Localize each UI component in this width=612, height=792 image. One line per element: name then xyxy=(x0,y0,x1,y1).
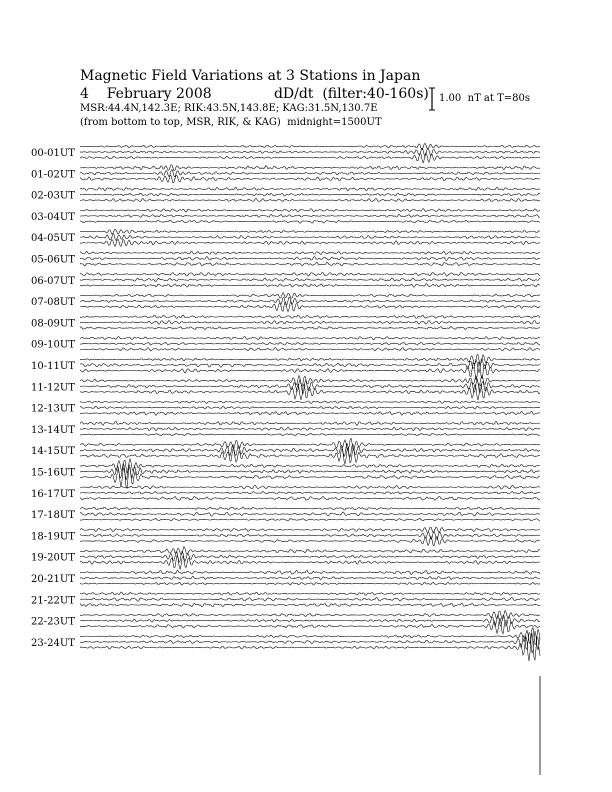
trace-msr xyxy=(80,411,540,415)
hour-label: 15-16UT xyxy=(31,467,75,479)
hour-label: 05-06UT xyxy=(31,254,75,266)
scale-label: 1.00 nT at T=80s xyxy=(439,93,530,104)
trace-msr xyxy=(80,239,540,246)
hour-label: 11-12UT xyxy=(31,382,75,394)
hour-label: 06-07UT xyxy=(31,275,75,287)
hour-label: 19-20UT xyxy=(31,552,75,564)
hour-label: 00-01UT xyxy=(31,148,75,159)
trace-msr xyxy=(80,467,540,488)
trace-kag xyxy=(80,507,540,510)
trace-kag xyxy=(80,187,540,191)
date-filter-line: 4 February 2008 dD/dt (filter:40-160s) xyxy=(80,86,429,102)
trace-msr xyxy=(80,220,540,223)
trace-kag xyxy=(80,485,540,489)
hour-label: 07-08UT xyxy=(31,297,75,309)
hour-label: 23-24UT xyxy=(31,637,75,649)
trace-msr xyxy=(80,633,540,661)
trace-kag xyxy=(80,229,540,234)
hour-label: 02-03UT xyxy=(31,190,75,202)
hour-label: 12-13UT xyxy=(31,403,75,415)
trace-kag xyxy=(80,592,540,595)
stations-line: MSR:44.4N,142.3E; RIK:43.5N,143.8E; KAG:31.5N,130.7E xyxy=(80,103,378,114)
station-order-line: (from bottom to top, MSR, RIK, & KAG) midnight=1500UT xyxy=(80,117,382,128)
trace-msr xyxy=(80,152,540,162)
hour-label: 03-04UT xyxy=(31,211,75,223)
trace-kag xyxy=(80,272,540,276)
hour-label: 04-05UT xyxy=(31,233,75,245)
trace-rik xyxy=(80,278,540,282)
hour-label: 21-22UT xyxy=(31,595,75,607)
hour-label: 01-02UT xyxy=(31,169,75,181)
hour-label: 14-15UT xyxy=(31,446,75,458)
hour-label: 08-09UT xyxy=(31,318,75,330)
trace-msr xyxy=(80,556,540,570)
trace-rik xyxy=(80,531,540,539)
trace-kag xyxy=(80,165,540,171)
trace-msr xyxy=(80,198,540,201)
trace-rik xyxy=(80,297,540,305)
trace-msr xyxy=(80,361,540,380)
hour-label: 18-19UT xyxy=(31,531,75,543)
hour-label: 16-17UT xyxy=(31,488,75,500)
trace-rik xyxy=(80,491,540,494)
trace-kag xyxy=(80,547,540,555)
chart-title: Magnetic Field Variations at 3 Stations in Japan xyxy=(80,68,421,84)
hour-label: 09-10UT xyxy=(31,339,75,351)
trace-msr xyxy=(80,284,540,288)
hour-label: 20-21UT xyxy=(31,574,75,585)
trace-rik xyxy=(80,631,540,653)
hour-label: 10-11UT xyxy=(31,361,75,372)
trace-rik xyxy=(80,615,540,627)
hour-label: 22-23UT xyxy=(31,616,75,628)
trace-rik xyxy=(80,193,540,196)
trace-msr xyxy=(80,175,540,183)
trace-kag xyxy=(80,143,540,149)
trace-msr xyxy=(80,448,540,464)
hour-label: 13-14UT xyxy=(31,424,75,436)
hour-label: 17-18UT xyxy=(31,510,75,522)
